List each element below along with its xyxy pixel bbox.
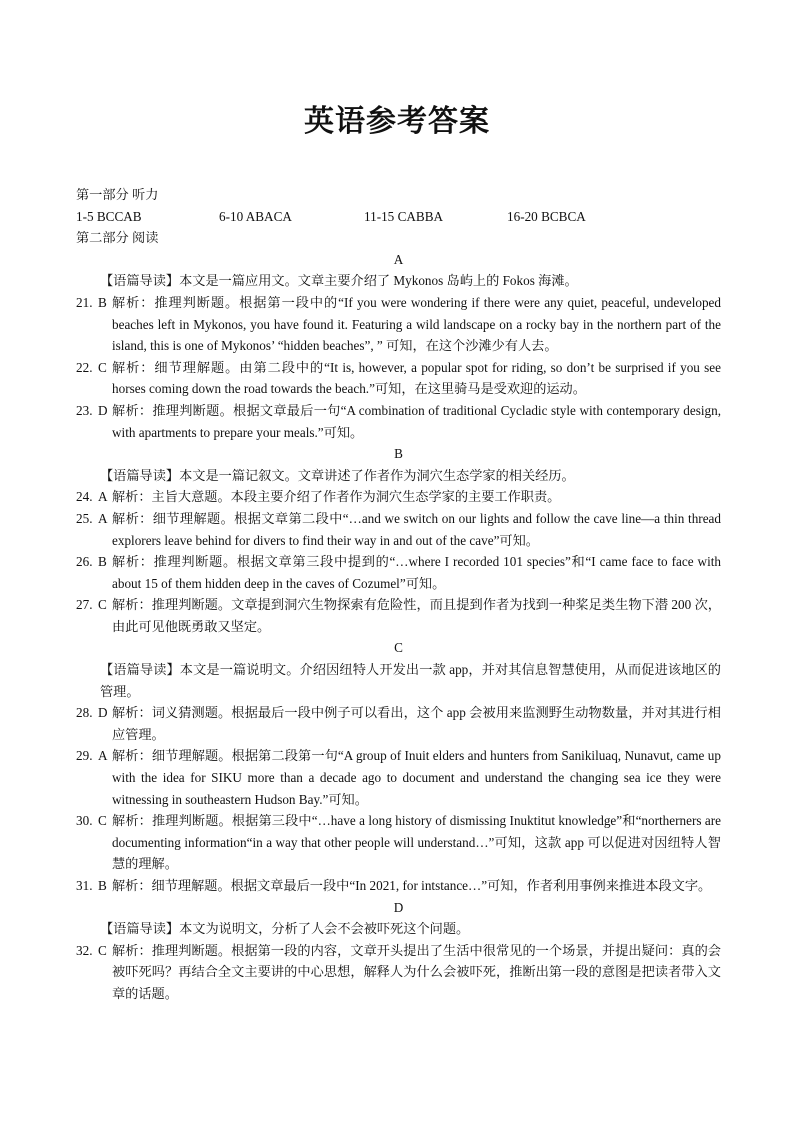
answer-item (76, 551, 721, 594)
answer-explanation: 解析：推理判断题。根据第三段中“…have a long history of dismissing Inuktitut knowledge”和“northerners are documenting information“in a way that other people will understand…”可知，这款 app 可以促进对因纽特人智慧的理解。 (112, 813, 721, 872)
answer-item (76, 357, 721, 400)
passage-guide-text: 【语篇导读】本文是一篇记叙文。文章讲述了作者作为洞穴生态学家的相关经历。 (100, 467, 575, 483)
answer-item (76, 594, 721, 637)
answer-letter: C (98, 813, 107, 829)
question-number: 29. (76, 748, 93, 764)
passage-guide-text: 【语篇导读】本文是一篇说明文。介绍因纽特人开发出一款 app，并对其信息智慧使用，从而促进该地区的管理。 (100, 662, 721, 699)
answer-item (76, 810, 721, 875)
passage-guide-text: 【语篇导读】本文为说明文，分析了人会不会被吓死这个问题。 (100, 921, 470, 937)
section-letter: B (394, 446, 403, 462)
passage-guide (76, 659, 721, 702)
listening-answer-group: 16-20 BCBCA (507, 208, 586, 224)
answer-item (76, 875, 721, 897)
answer-explanation: 解析：细节理解题。由第二段中的“It is, however, a popular spot for riding, so don’t be surprised if you see horses coming down the road towards the beach.”可知，在这里骑马是受欢迎的运动。 (112, 359, 721, 397)
answer-explanation: 解析：细节理解题。根据文章最后一段中“In 2021, for intstance…”可知，作者利用事例来推进本段文字。 (112, 878, 712, 893)
reading-section (76, 637, 721, 896)
answer-item (76, 940, 721, 1005)
answer-explanation: 解析：推理判断题。文章提到洞穴生物探索有危险性，而且提到作者为找到一种桨足类生物下潜 200 次，由此可见他既勇敢又坚定。 (112, 597, 721, 634)
answer-item (76, 702, 721, 745)
answer-explanation: 解析：推理判断题。根据第一段的内容，文章开头提出了生活中很常见的一个场景，并提出疑问：真的会被吓死吗？再结合全文主要讲的中心思想，解释人为什么会被吓死，推断出第一段的意图是把读者带入文章的话题。 (112, 942, 721, 1001)
answer-item (76, 745, 721, 810)
answer-item (76, 508, 721, 551)
section-letter: C (394, 640, 403, 656)
reading-section (76, 249, 721, 443)
passage-guide (76, 465, 721, 487)
part1-heading: 第一部分 听力 (76, 187, 159, 202)
answer-letter: D (98, 402, 108, 418)
answer-explanation: 解析：推理判断题。根据文章最后一句“A combination of traditional Cycladic style with contemporary design, with apartments to prepare your meals.”可知。 (112, 402, 721, 440)
question-number: 26. (76, 554, 93, 570)
answer-explanation: 解析：主旨大意题。本段主要介绍了作者作为洞穴生态学家的主要工作职责。 (112, 489, 561, 505)
answer-letter: A (98, 489, 108, 505)
answer-explanation: 解析：细节理解题。根据第二段第一句“A group of Inuit elders and hunters from Sanikiluaq, Nunavut, came up with the idea for SIKU more than a decade ago to document and understand the changing sea ice they were witnessing in southeastern Hudson Bay.”可知。 (112, 748, 721, 807)
question-number: 22. (76, 359, 93, 375)
answer-letter: B (98, 554, 107, 570)
question-number: 28. (76, 705, 93, 721)
passage-guide-text: 【语篇导读】本文是一篇应用文。文章主要介绍了 Mykonos 岛屿上的 Fokos 海滩。 (100, 273, 578, 289)
answer-explanation: 解析：细节理解题。根据文章第二段中“…and we switch on our lights and follow the cave line—a thin thread explorers leave behind for divers to find their way in and out of the cave”可知。 (112, 510, 721, 548)
question-number: 24. (76, 489, 93, 505)
answer-item (76, 486, 721, 508)
answer-letter: B (98, 878, 107, 893)
section-letter: A (393, 251, 404, 267)
reading-section (76, 897, 721, 1005)
question-number: 25. (76, 510, 93, 526)
answer-body (76, 184, 721, 1005)
page-title: 英语参考答案 (304, 104, 490, 139)
answer-letter: A (98, 510, 108, 526)
answer-explanation: 解析：推理判断题。根据文章第三段中提到的“…where I recorded 101 species”和“I came face to face with about 15 of them hidden deep in the caves of Cozumel”可知。 (112, 554, 721, 591)
answer-explanation: 解析：词义猜测题。根据最后一段中例子可以看出，这个 app 会被用来监测野生动物数量，并对其进行相应管理。 (112, 705, 721, 742)
passage-guide (76, 918, 721, 940)
listening-answer-group: 6-10 ABACA (219, 208, 292, 224)
question-number: 23. (76, 402, 93, 418)
reading-sections (76, 249, 721, 1005)
question-number: 27. (76, 597, 93, 613)
answer-explanation: 解析：推理判断题。根据第一段中的“If you were wondering if there were any quiet, peaceful, undeveloped beaches left in Mykonos, you have found it. Featuring a wild landscape on a rocky bay in the northern part of the island, this is one of Mykonos’ “hidden beaches”, ” 可知，在这个沙滩少有人去。 (112, 294, 721, 354)
answer-letter: B (98, 294, 107, 310)
passage-guide (76, 270, 721, 292)
part2-heading: 第二部分 阅读 (76, 230, 159, 246)
question-number: 21. (76, 294, 93, 310)
answer-item (76, 292, 721, 357)
reading-section (76, 443, 721, 637)
answer-letter: A (98, 748, 108, 764)
listening-answers (76, 206, 721, 228)
listening-answer-group: 1-5 BCCAB (76, 208, 142, 224)
answer-letter: D (98, 705, 108, 721)
answer-letter: C (98, 597, 107, 613)
question-number: 31. (76, 878, 93, 893)
question-number: 30. (76, 813, 93, 829)
answer-letter: C (98, 942, 107, 958)
listening-answer-group: 11-15 CABBA (364, 208, 444, 224)
section-letter: D (393, 899, 404, 915)
answer-item (76, 400, 721, 443)
answer-letter: C (98, 359, 107, 375)
question-number: 32. (76, 942, 93, 958)
